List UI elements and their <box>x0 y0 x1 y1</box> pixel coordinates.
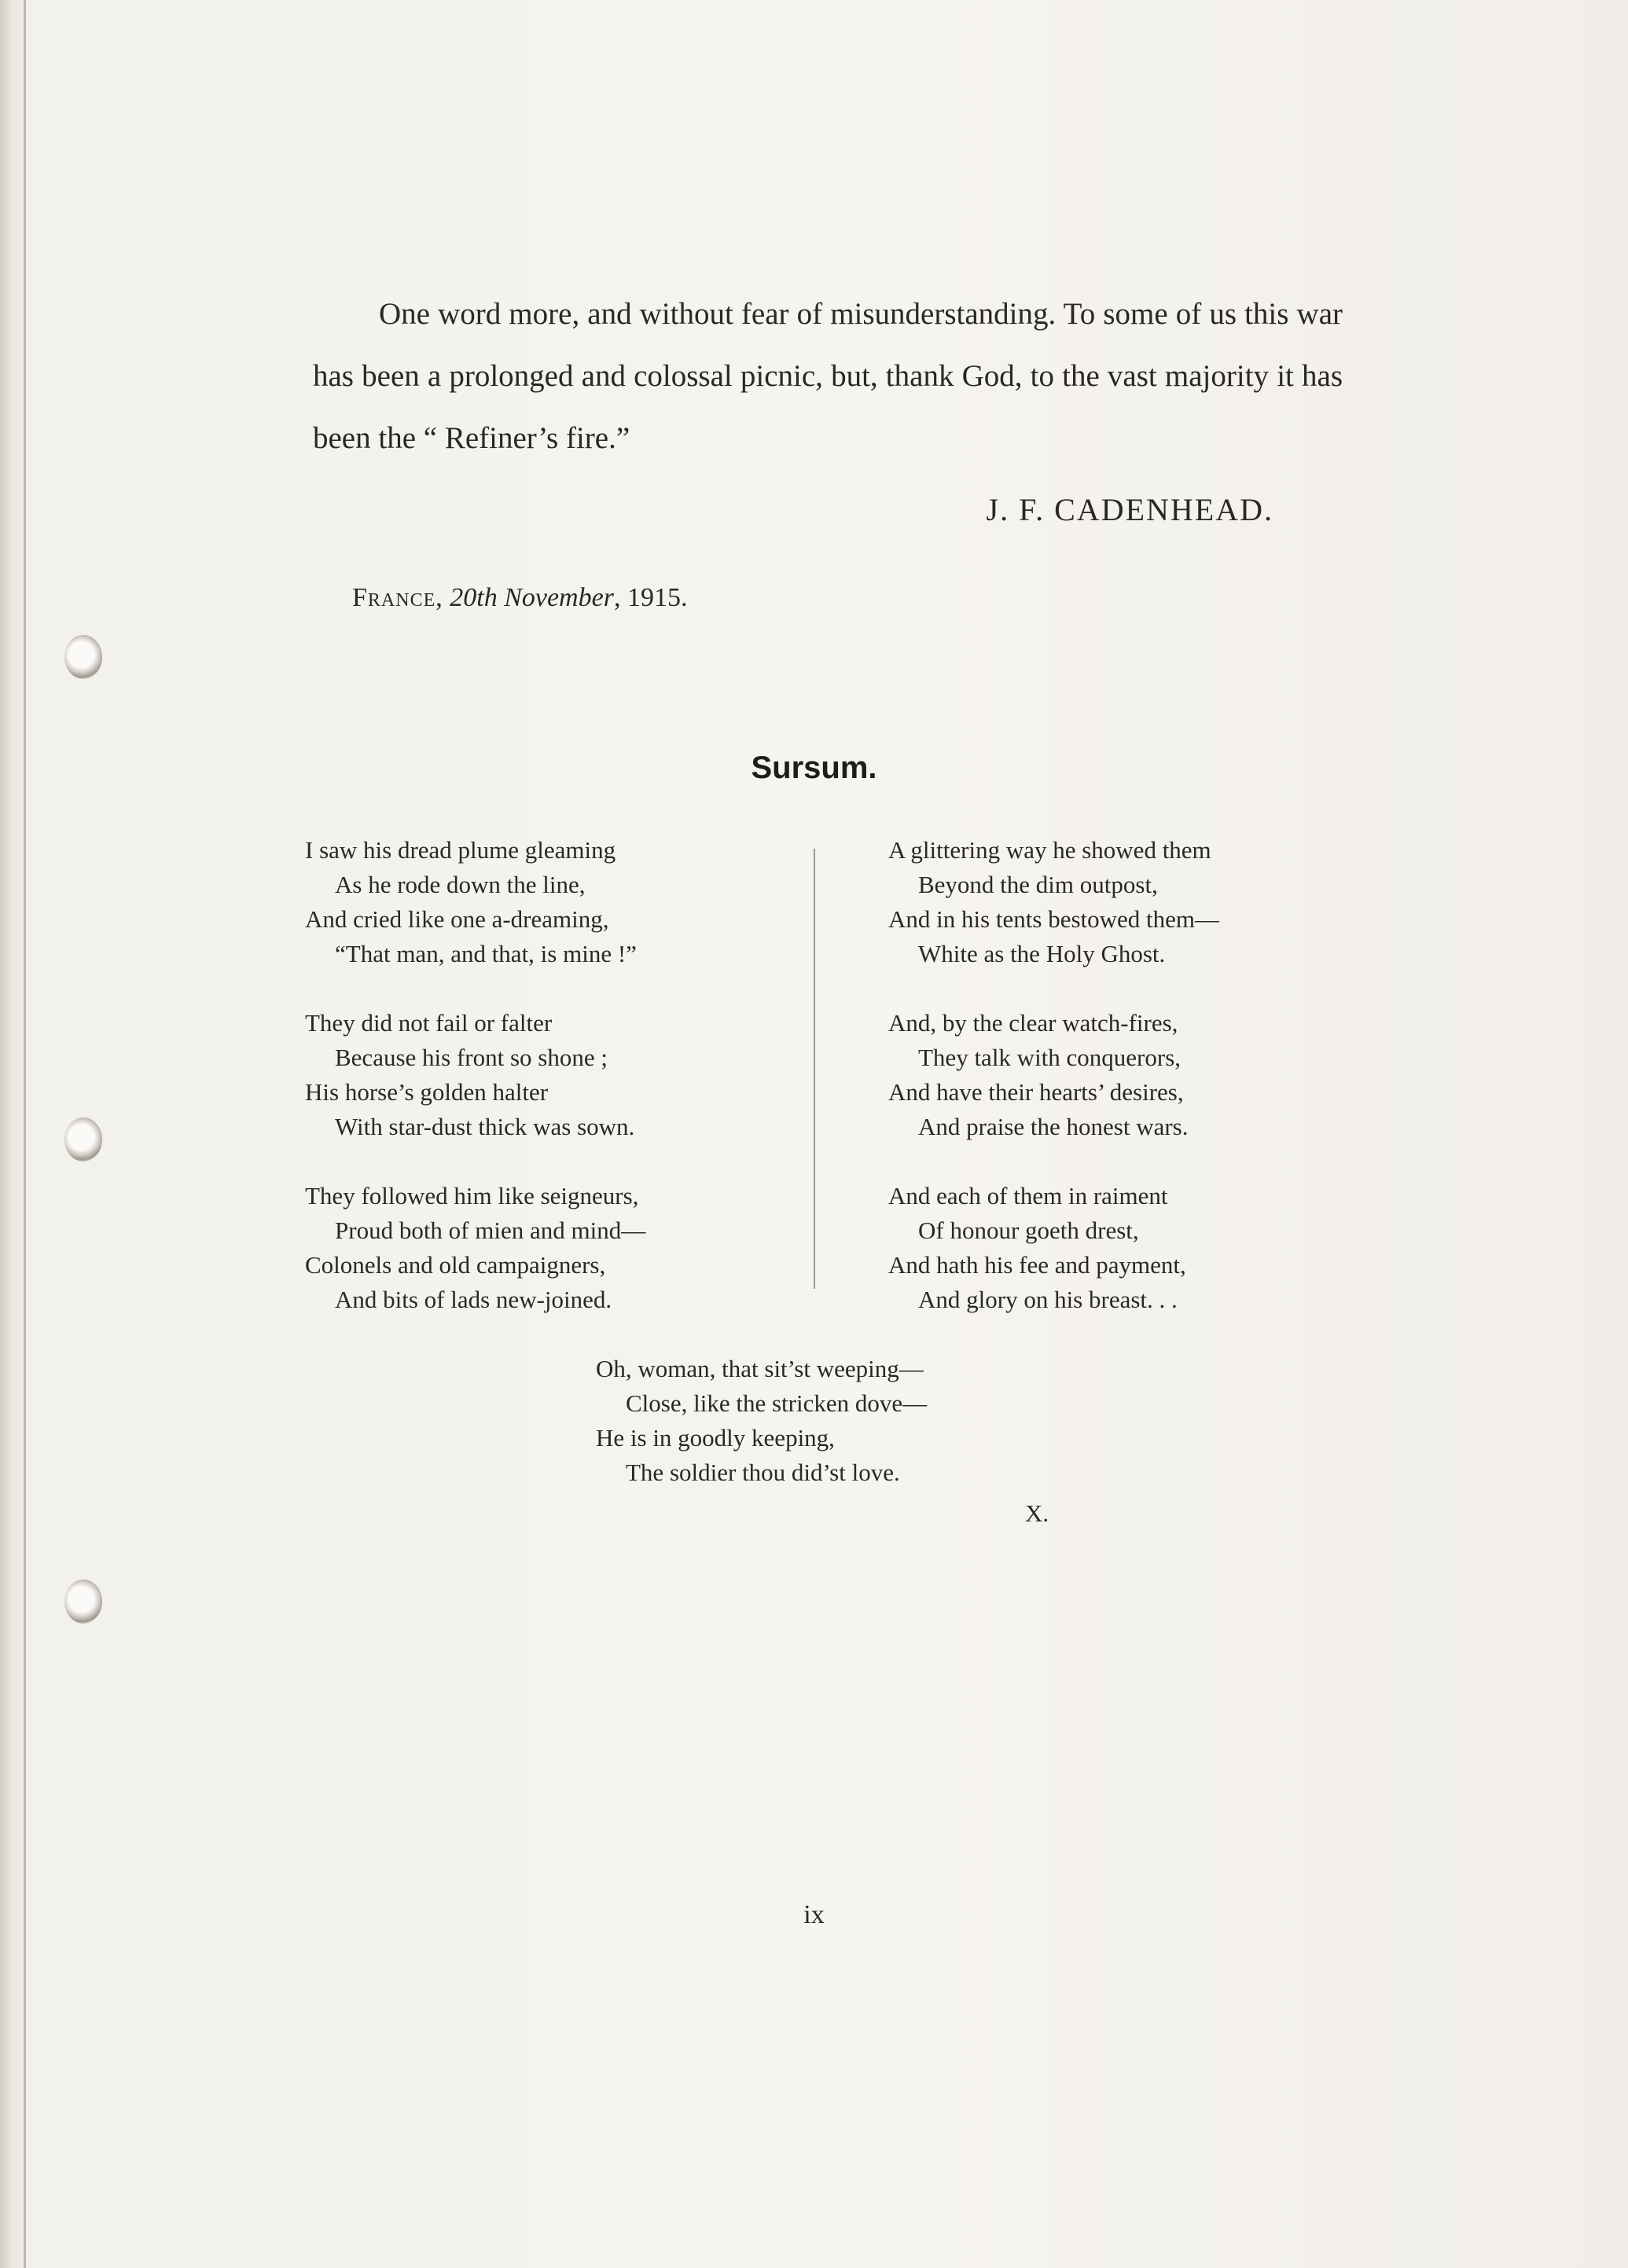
dateline-year: , 1915. <box>613 583 688 612</box>
poem-line: Of honour goeth drest, <box>918 1217 1139 1244</box>
poem-stanza <box>888 833 1360 971</box>
poem-line: “That man, and that, is mine !” <box>335 940 637 967</box>
poem-line: And have their hearts’ desires, <box>888 1078 1184 1106</box>
poem-right-column <box>888 833 1360 1352</box>
dateline <box>352 583 687 613</box>
poem-line: The soldier thou did’st love. <box>626 1459 900 1486</box>
poem-line: And glory on his breast. . . <box>918 1286 1178 1313</box>
poem-line: They followed him like seigneurs, <box>305 1182 639 1209</box>
poem-line: White as the Holy Ghost. <box>918 940 1166 967</box>
preface-paragraph <box>313 283 1343 469</box>
poem-line: Close, like the stricken dove— <box>626 1389 928 1417</box>
poem-line: As he rode down the line, <box>335 871 586 898</box>
dateline-day: 20th November <box>450 583 614 612</box>
poem-line: And each of them in raiment <box>888 1182 1168 1209</box>
poem-line: A glittering way he showed them <box>888 836 1211 864</box>
poem-line: They talk with conquerors, <box>918 1044 1181 1071</box>
poem-left-column <box>305 833 792 1352</box>
poem-line: And cried like one a-dreaming, <box>305 905 609 933</box>
poem-line: And praise the honest wars. <box>918 1113 1189 1140</box>
punch-hole <box>64 1117 102 1162</box>
poem-stanza <box>888 1006 1360 1144</box>
poem-line: Beyond the dim outpost, <box>918 871 1158 898</box>
poem-line: They did not fail or falter <box>305 1009 553 1037</box>
poem-stanza <box>305 1179 792 1317</box>
punch-hole <box>64 1580 102 1624</box>
final-stanza <box>596 1352 927 1490</box>
poem-line: Proud both of mien and mind— <box>335 1217 646 1244</box>
poem-line: And in his tents bestowed them— <box>888 905 1220 933</box>
page-number: ix <box>803 1900 825 1929</box>
poem-line: And hath his fee and payment, <box>888 1251 1186 1279</box>
poem-line: And bits of lads new-joined. <box>335 1286 612 1313</box>
column-divider <box>814 849 815 1289</box>
poem-stanza <box>305 1006 792 1144</box>
dateline-place: France, <box>352 583 443 612</box>
poem-stanza <box>305 833 792 971</box>
poem-author-initial: X. <box>1025 1499 1049 1527</box>
paragraph-text: One word more, and without fear of misunderstanding. To some of us this war has been a prolonged and colossal picnic, but, thank God, to the vast majority it has been the “ Refiner’s fire.” <box>313 297 1343 455</box>
signature: J. F. CADENHEAD. <box>986 492 1273 527</box>
poem-line: I saw his dread plume gleaming <box>305 836 616 864</box>
poem-line: With star-dust thick was sown. <box>335 1113 635 1140</box>
poem-line: And, by the clear watch-fires, <box>888 1009 1178 1037</box>
poem-line: He is in goodly keeping, <box>596 1424 835 1451</box>
poem-line: Colonels and old campaigners, <box>305 1251 606 1279</box>
poem-line: Oh, woman, that sit’st weeping— <box>596 1355 924 1382</box>
poem-stanza <box>888 1179 1360 1317</box>
poem-title: Sursum. <box>751 750 877 785</box>
punch-hole <box>64 635 102 679</box>
poem-line: His horse’s golden halter <box>305 1078 549 1106</box>
poem-line: Because his front so shone ; <box>335 1044 608 1071</box>
